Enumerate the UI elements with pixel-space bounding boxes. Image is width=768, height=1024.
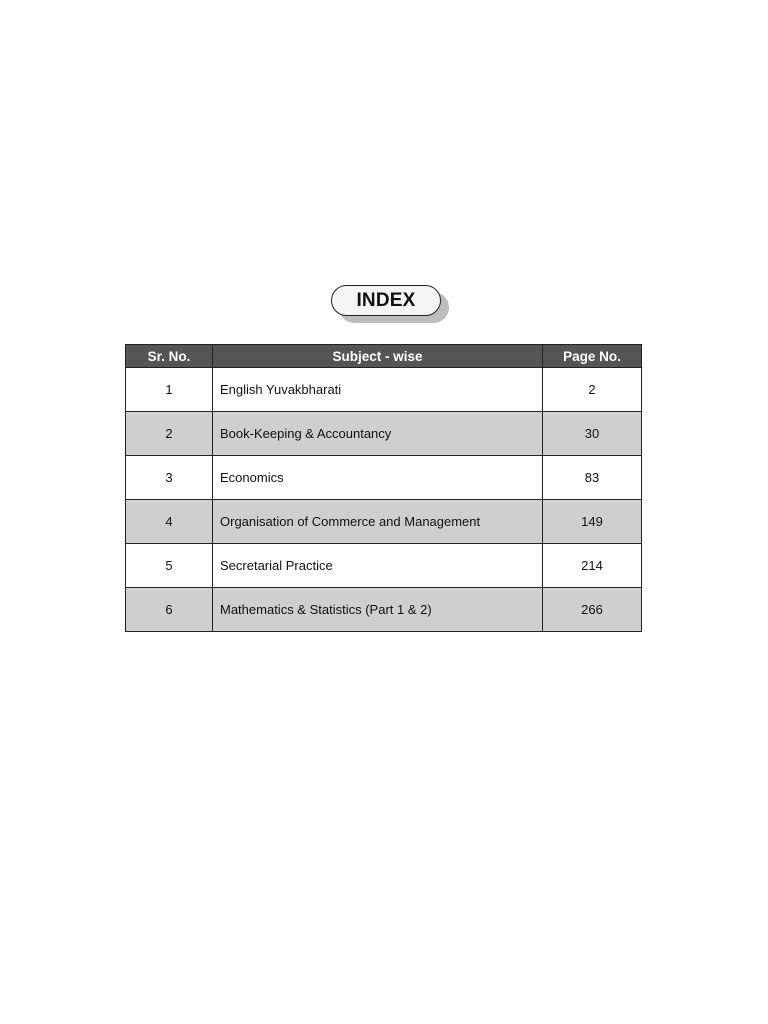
header-page-no: Page No. — [543, 345, 642, 368]
row-page-no: 30 — [543, 412, 642, 456]
table-row — [126, 544, 642, 588]
table-row — [126, 412, 642, 456]
page-title: INDEX — [331, 285, 441, 316]
row-subject: English Yuvakbharati — [213, 368, 543, 412]
row-page-no: 2 — [543, 368, 642, 412]
table-header-row — [126, 345, 642, 368]
row-sr-no: 2 — [126, 412, 213, 456]
row-sr-no: 4 — [126, 500, 213, 544]
row-subject: Secretarial Practice — [213, 544, 543, 588]
index-title-badge — [331, 285, 441, 316]
row-subject: Economics — [213, 456, 543, 500]
header-sr-no: Sr. No. — [126, 345, 213, 368]
table-row — [126, 456, 642, 500]
row-page-no: 149 — [543, 500, 642, 544]
row-subject: Organisation of Commerce and Management — [213, 500, 543, 544]
row-sr-no: 6 — [126, 588, 213, 632]
header-subject: Subject - wise — [213, 345, 543, 368]
row-sr-no: 5 — [126, 544, 213, 588]
table-row — [126, 500, 642, 544]
index-table — [125, 344, 642, 632]
row-page-no: 83 — [543, 456, 642, 500]
table-row — [126, 588, 642, 632]
row-sr-no: 1 — [126, 368, 213, 412]
row-page-no: 266 — [543, 588, 642, 632]
table-row — [126, 368, 642, 412]
row-subject: Mathematics & Statistics (Part 1 & 2) — [213, 588, 543, 632]
row-subject: Book-Keeping & Accountancy — [213, 412, 543, 456]
row-page-no: 214 — [543, 544, 642, 588]
row-sr-no: 3 — [126, 456, 213, 500]
